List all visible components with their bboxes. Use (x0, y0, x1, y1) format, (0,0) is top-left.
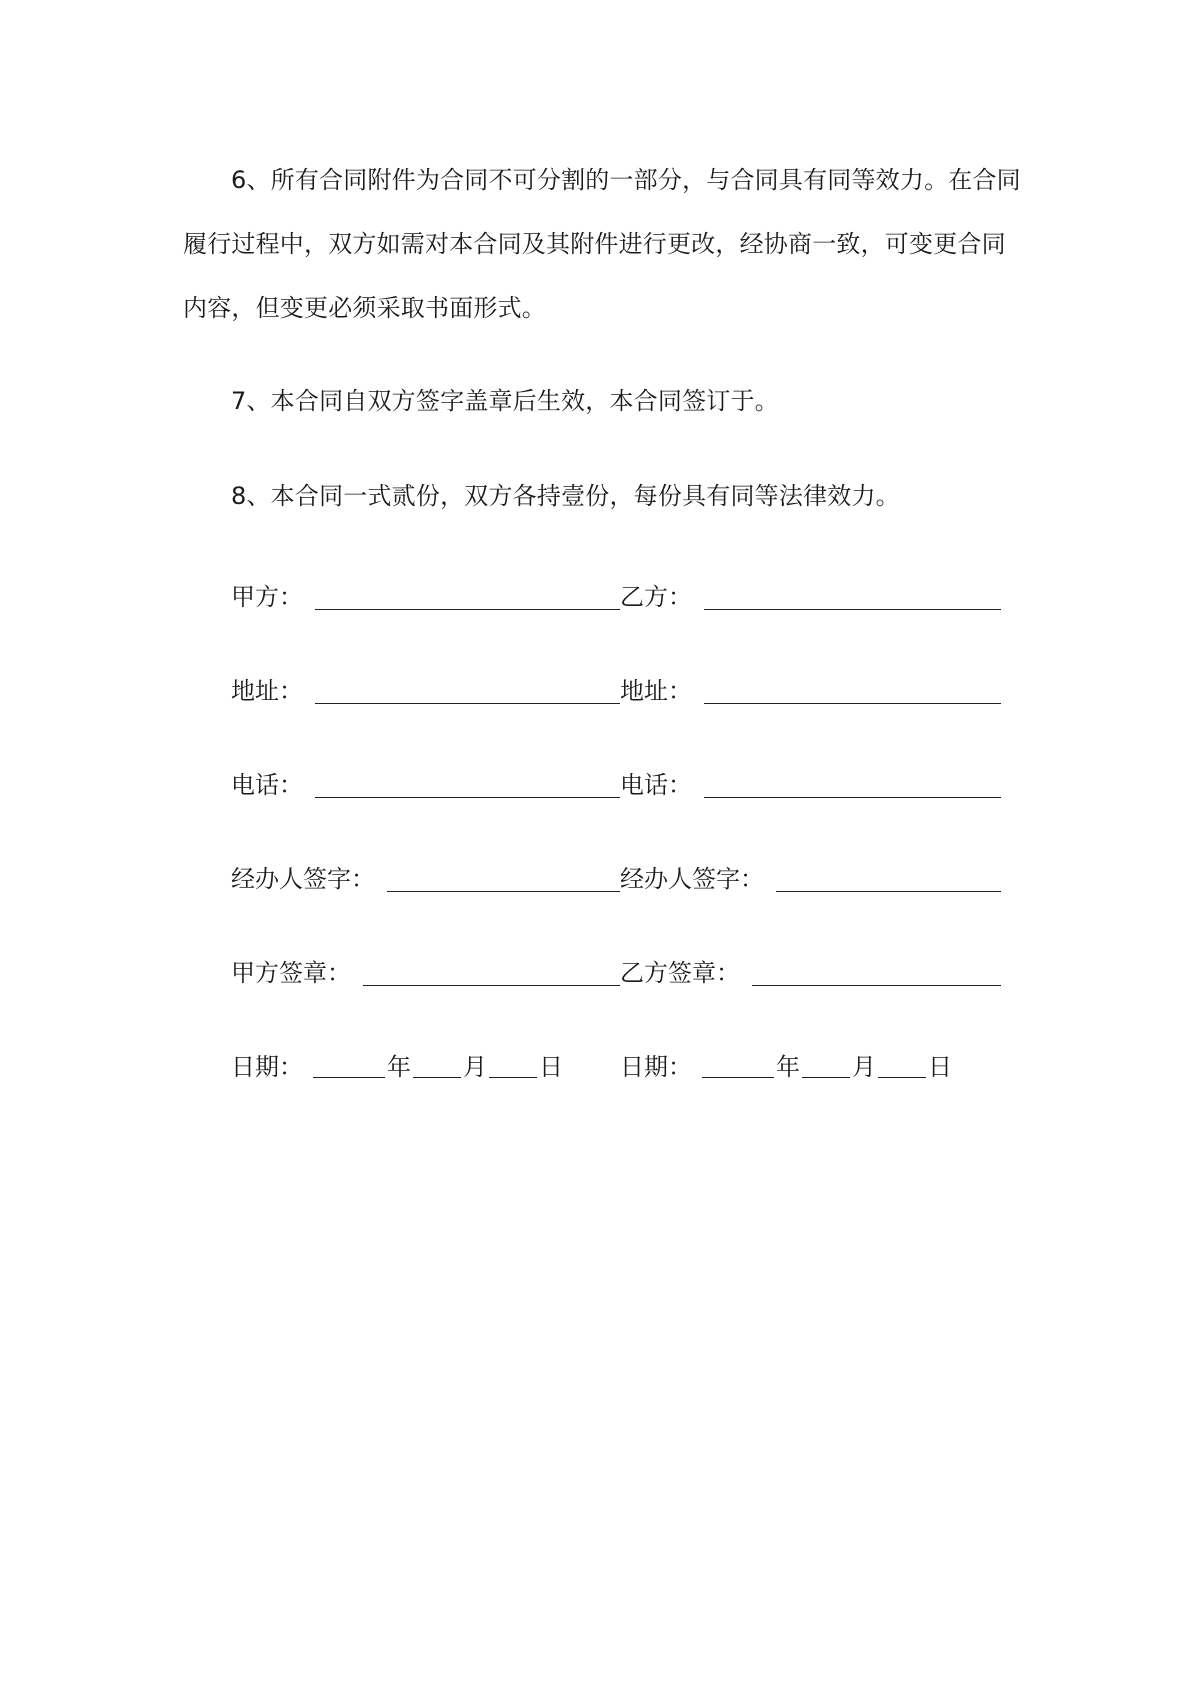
date-b-year-label: 年 (776, 1053, 800, 1081)
address-a-blank-line[interactable] (315, 702, 620, 704)
seal-row (231, 950, 1001, 990)
address-b-label: 地址： (620, 677, 692, 705)
clause-6: 6、所有合同附件为合同不可分割的一部分，与合同具有同等效力。在合同履行过程中，双方如需对本合同及其附件进行更改，经协商一致，可变更合同内容，但变更必须采取书面形式。 (183, 166, 1021, 322)
seal-a-label: 甲方签章： (231, 959, 351, 987)
party-a-label: 甲方： (231, 583, 303, 611)
date-a-month-label: 月 (463, 1053, 487, 1081)
address-a-label: 地址： (231, 677, 303, 705)
date-a-day-blank[interactable] (489, 1076, 537, 1078)
seal-a-blank-line[interactable] (363, 984, 620, 986)
handler-b-label: 经办人签字： (620, 865, 764, 893)
handler-b-blank-line[interactable] (776, 890, 1001, 892)
date-a-field (231, 1044, 563, 1084)
date-a-label: 日期： (231, 1053, 303, 1081)
date-b-field (620, 1044, 952, 1084)
clause-7: 7、本合同自双方签字盖章后生效，本合同签订于。 (231, 387, 779, 415)
phone-a-label: 电话： (231, 771, 303, 799)
date-a-year-label: 年 (387, 1053, 411, 1081)
handler-b-field (620, 856, 1001, 896)
seal-b-field (620, 950, 1001, 990)
address-b-field (620, 668, 1001, 708)
party-b-label: 乙方： (620, 583, 692, 611)
handler-a-field (231, 856, 620, 896)
handler-a-label: 经办人签字： (231, 865, 375, 893)
seal-a-field (231, 950, 620, 990)
date-a-month-blank[interactable] (413, 1076, 461, 1078)
seal-b-label: 乙方签章： (620, 959, 740, 987)
phone-b-field (620, 762, 1001, 802)
phone-a-blank-line[interactable] (315, 796, 620, 798)
party-b-blank-line[interactable] (704, 608, 1001, 610)
date-b-day-blank[interactable] (878, 1076, 926, 1078)
handler-row (231, 856, 1001, 896)
party-a-field (231, 574, 620, 614)
seal-b-blank-line[interactable] (752, 984, 1001, 986)
party-a-blank-line[interactable] (315, 608, 620, 610)
date-b-label: 日期： (620, 1053, 692, 1081)
date-b-day-label: 日 (928, 1053, 952, 1081)
party-b-field (620, 574, 1001, 614)
phone-b-label: 电话： (620, 771, 692, 799)
party-row (231, 574, 1001, 614)
address-row (231, 668, 1001, 708)
date-b-month-label: 月 (852, 1053, 876, 1081)
clause-8: 8、本合同一式贰份，双方各持壹份，每份具有同等法律效力。 (231, 482, 900, 510)
phone-a-field (231, 762, 620, 802)
date-row (231, 1044, 1001, 1084)
date-b-month-blank[interactable] (802, 1076, 850, 1078)
phone-b-blank-line[interactable] (704, 796, 1001, 798)
phone-row (231, 762, 1001, 802)
date-a-year-blank[interactable] (313, 1076, 385, 1078)
date-b-year-blank[interactable] (702, 1076, 774, 1078)
address-a-field (231, 668, 620, 708)
handler-a-blank-line[interactable] (387, 890, 620, 892)
address-b-blank-line[interactable] (704, 702, 1001, 704)
date-a-day-label: 日 (539, 1053, 563, 1081)
